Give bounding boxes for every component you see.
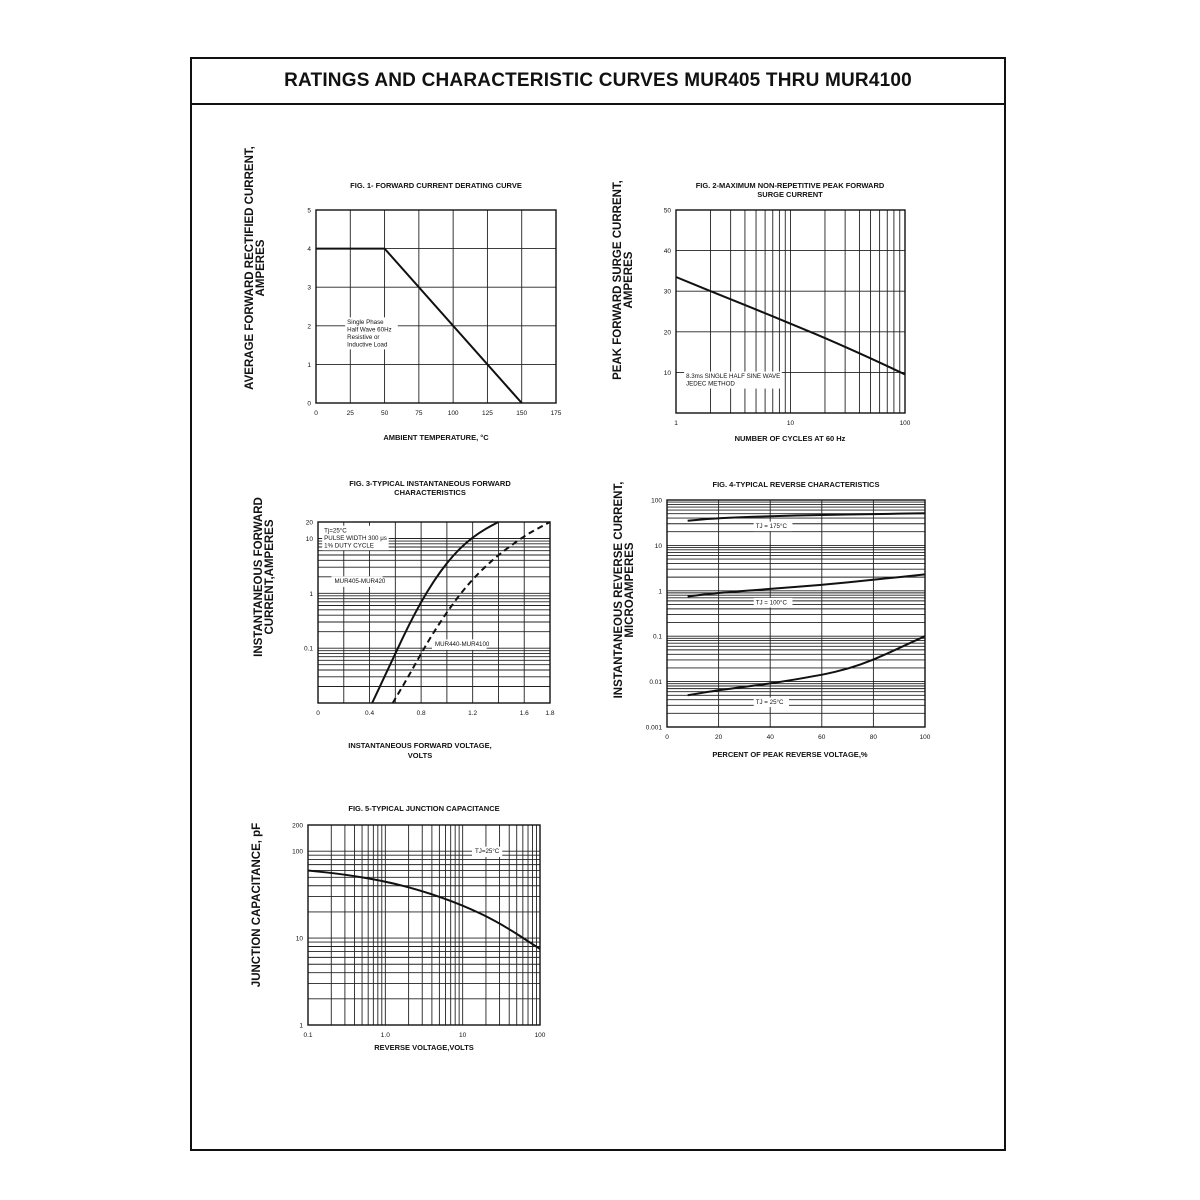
- fig2-ylabel: AMPERES: [623, 251, 635, 309]
- fig3-ylabel-group: [253, 497, 276, 657]
- fig5-xtick-label: 1.0: [380, 1032, 390, 1039]
- fig3-annotation-text: 1% DUTY CYCLE: [324, 542, 374, 550]
- fig4-xtick-label: 0: [665, 734, 669, 741]
- fig2-ytick-label: 50: [663, 207, 671, 215]
- fig2-ytick-label: 20: [663, 329, 671, 337]
- fig4-ylabel-group: [613, 482, 636, 699]
- fig2-annotation-text: JEDEC METHOD: [686, 380, 735, 388]
- fig4-xtick-label: 20: [714, 734, 723, 741]
- fig2-xtick-label: 1: [674, 420, 678, 427]
- fig1-xlabel: AMBIENT TEMPERATURE, °C: [383, 433, 489, 442]
- fig4-ytick-label: 0.01: [649, 679, 662, 687]
- fig4-title: FIG. 4-TYPICAL REVERSE CHARACTERISTICS: [712, 480, 880, 489]
- fig1-annotation-text: Inductive Load: [347, 341, 388, 349]
- fig4-ytick-label: 100: [651, 497, 662, 505]
- fig1-ytick-label: 1: [307, 361, 311, 369]
- fig1-ytick-label: 2: [307, 323, 311, 331]
- fig3-ytick-label: 1: [309, 590, 313, 598]
- fig1-xtick-label: 75: [415, 410, 423, 417]
- fig1-annotation-text: Resistive or: [347, 333, 380, 341]
- fig5-chart: [251, 804, 546, 1052]
- fig4-xtick-label: 40: [766, 734, 774, 741]
- fig5-xlabel: REVERSE VOLTAGE,VOLTS: [374, 1043, 474, 1052]
- fig5-xtick-label: 0.1: [303, 1032, 313, 1039]
- fig1-chart: [244, 146, 562, 442]
- fig4-xtick-label: 100: [919, 734, 931, 741]
- fig1-xtick-label: 125: [481, 410, 493, 417]
- fig1-xtick-label: 175: [550, 410, 562, 417]
- fig4-ytick-label: 0.1: [652, 633, 662, 641]
- fig5-series-capacitance: [308, 870, 540, 948]
- fig3-title: FIG. 3-TYPICAL INSTANTANEOUS FORWARD: [349, 479, 511, 488]
- fig1-xtick-label: 50: [380, 410, 389, 417]
- fig2-ytick-label: 40: [663, 248, 671, 256]
- fig2-ylabel: PEAK FORWARD SURGE CURRENT,: [612, 180, 624, 380]
- fig1-ytick-label: 3: [307, 284, 311, 292]
- fig4-xtick-label: 60: [818, 734, 826, 741]
- fig5-ytick-label: 100: [292, 848, 303, 856]
- fig3-annotation-text: PULSE WIDTH 300 μs: [324, 534, 387, 542]
- fig4-ytick-label: 0.001: [645, 724, 662, 732]
- fig4-ylabel: INSTANTANEOUS REVERSE CURRENT,: [613, 481, 625, 699]
- fig3-annotation-text: Tj=25°C: [324, 527, 347, 535]
- fig3-xlabel: INSTANTANEOUS FORWARD VOLTAGE,: [348, 741, 492, 750]
- page-title: RATINGS AND CHARACTERISTIC CURVES MUR405 THRU MUR4100: [284, 70, 912, 91]
- fig3-xtick-label: 1.6: [519, 710, 529, 717]
- fig4-annotation-text: TJ = 100°C: [755, 599, 787, 607]
- fig5-ytick-label: 200: [292, 822, 303, 830]
- fig3-xtick-label: 1.8: [545, 710, 555, 717]
- fig2-xtick-label: 100: [899, 420, 911, 427]
- fig1-xtick-label: 0: [314, 410, 318, 417]
- fig5-title: FIG. 5-TYPICAL JUNCTION CAPACITANCE: [348, 804, 500, 813]
- fig4-ylabel: MICROAMPERES: [624, 542, 636, 638]
- fig2-annotation-text: 8.3ms SINGLE HALF SINE WAVE: [686, 373, 781, 381]
- fig2-xlabel: NUMBER OF CYCLES AT 60 Hz: [734, 434, 846, 443]
- fig3-title: CHARACTERISTICS: [394, 488, 466, 497]
- fig2-title: FIG. 2-MAXIMUM NON-REPETITIVE PEAK FORWARD: [695, 181, 885, 190]
- fig3-ylabel: INSTANTANEOUS FORWARD: [253, 497, 265, 657]
- fig3-xtick-label: 1.2: [468, 710, 478, 717]
- fig4-annotation-text: TJ = 175°C: [755, 523, 787, 531]
- fig2-title: SURGE CURRENT: [757, 190, 823, 199]
- fig5-ylabel: JUNCTION CAPACITANCE, pF: [251, 822, 263, 988]
- fig2-ylabel-group: [612, 180, 635, 380]
- fig2-xtick-label: 10: [786, 420, 795, 427]
- fig1-annotation-text: Single Phase: [347, 318, 384, 326]
- fig3-ylabel: CURRENT,AMPERES: [264, 519, 276, 635]
- fig5-ylabel-group: [251, 823, 263, 987]
- fig3-xtick-label: 0.8: [416, 710, 426, 717]
- fig4-series-tj-175-c: [688, 513, 925, 520]
- fig4-ytick-label: 1: [658, 588, 662, 596]
- fig3-annotation-text: MUR405-MUR420: [334, 577, 386, 585]
- fig5-ytick-label: 1: [299, 1022, 303, 1030]
- fig3-xtick-label: 0.4: [365, 710, 375, 717]
- fig1-ylabel: AMPERES: [255, 239, 267, 297]
- fig3-xtick-label: 0: [316, 710, 320, 717]
- fig1-ytick-label: 0: [307, 400, 311, 408]
- fig3-series-mur405-mur420: [372, 522, 498, 703]
- fig2-chart: [612, 180, 911, 443]
- fig3-ytick-label: 10: [305, 536, 313, 544]
- fig1-title: FIG. 1- FORWARD CURRENT DERATING CURVE: [350, 181, 522, 190]
- fig1-xtick-label: 150: [516, 410, 528, 417]
- fig1-ylabel-group: [244, 146, 267, 390]
- fig3-chart: [253, 479, 555, 760]
- fig3-annotation-text: MUR440-MUR4100: [435, 640, 490, 648]
- fig1-xtick-label: 100: [447, 410, 459, 417]
- fig1-annotation-text: Half Wave 60Hz: [347, 326, 392, 334]
- fig4-xlabel: PERCENT OF PEAK REVERSE VOLTAGE,%: [712, 750, 868, 759]
- fig5-xtick-label: 100: [534, 1032, 546, 1039]
- fig4-annotation-text: TJ = 25°C: [755, 699, 784, 707]
- fig3-xlabel: VOLTS: [407, 751, 433, 760]
- fig4-xtick-label: 80: [869, 734, 878, 741]
- fig3-ytick-label: 20: [305, 519, 313, 527]
- fig4-ytick-label: 10: [654, 542, 662, 550]
- fig2-ytick-label: 30: [663, 288, 671, 296]
- fig5-ytick-label: 10: [295, 935, 303, 943]
- fig1-ytick-label: 5: [307, 207, 311, 215]
- fig4-chart: [613, 480, 931, 759]
- fig3-ytick-label: 0.1: [303, 645, 313, 653]
- fig2-ytick-label: 10: [663, 369, 671, 377]
- fig1-ylabel: AVERAGE FORWARD RECTIFIED CURRENT,: [244, 146, 256, 390]
- fig1-xtick-label: 25: [346, 410, 354, 417]
- fig5-annotation-text: TJ=25°C: [474, 848, 500, 856]
- fig5-xtick-label: 10: [459, 1032, 467, 1039]
- fig1-ytick-label: 4: [307, 246, 311, 254]
